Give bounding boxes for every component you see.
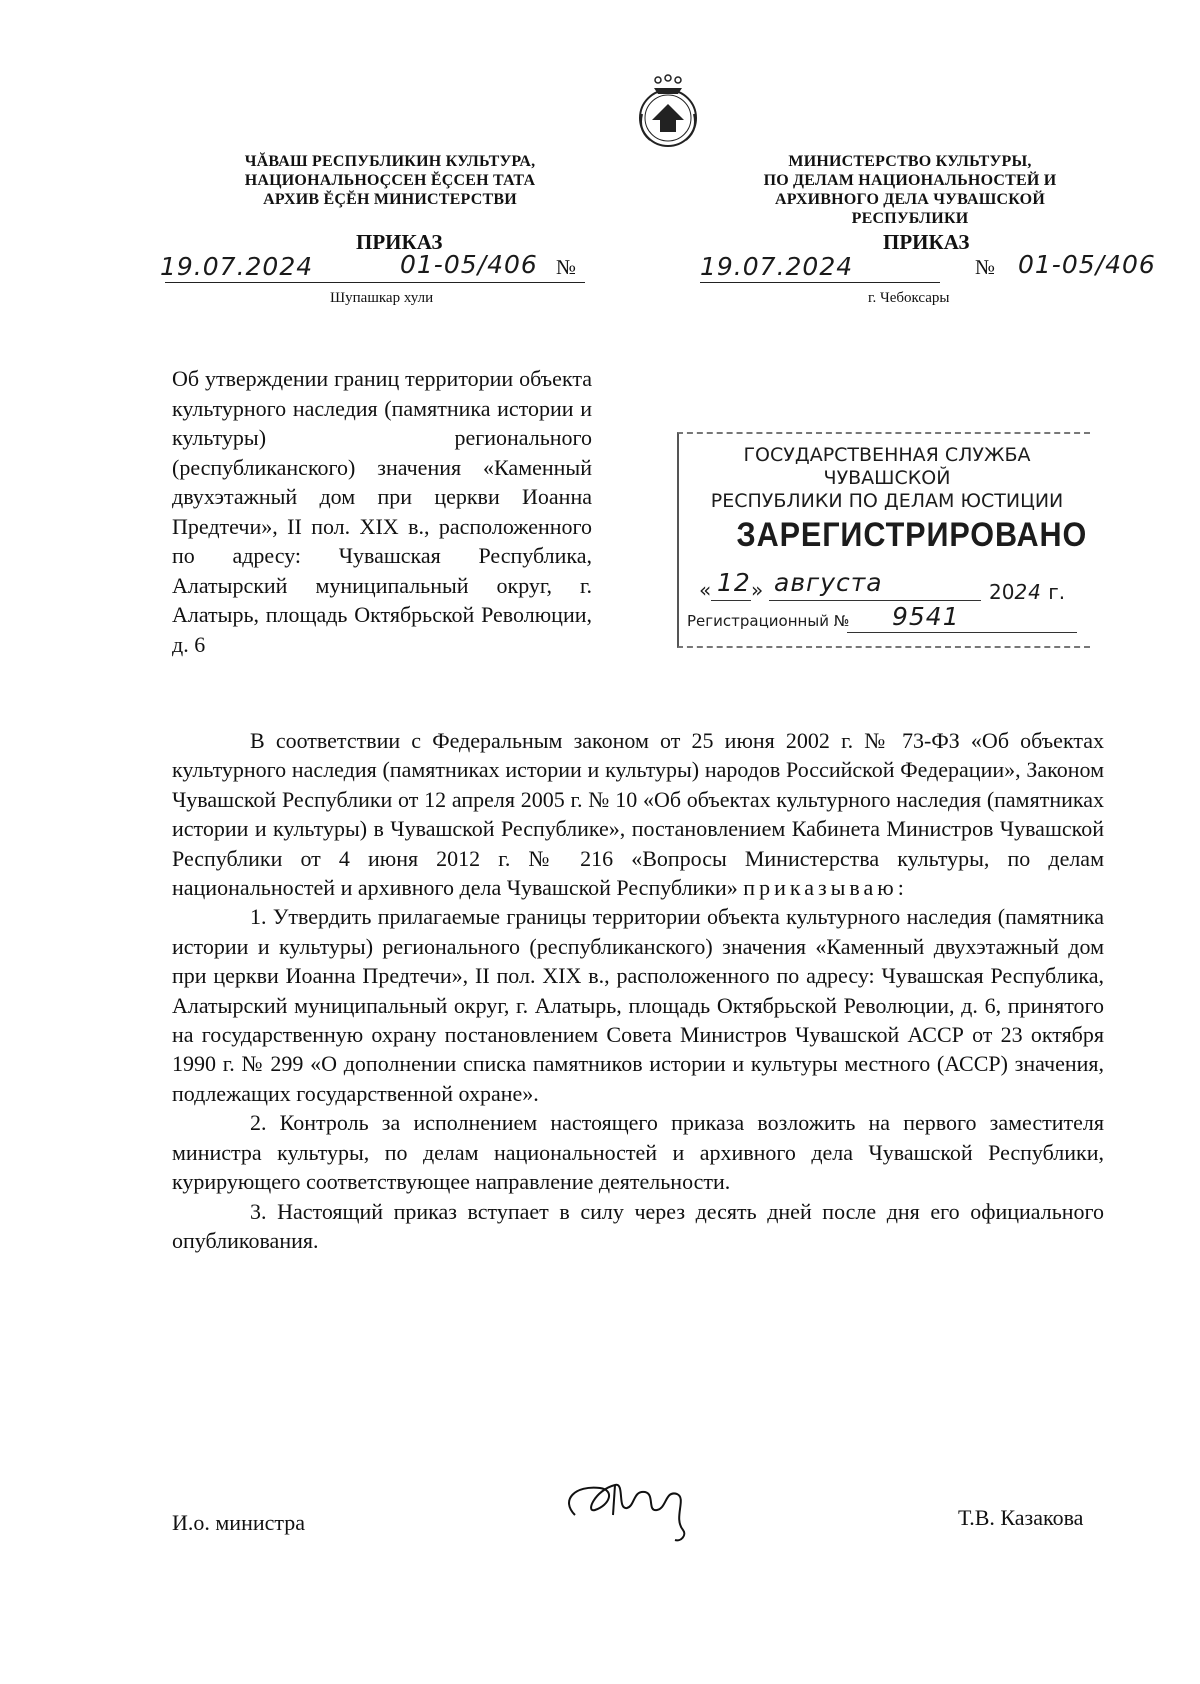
order-place-left: Шупашкар хули — [330, 290, 434, 306]
order-date-left: 19.07.2024 — [160, 252, 314, 281]
stamp-month: августа — [774, 568, 883, 597]
stamp-registered-label: ЗАРЕГИСТРИРОВАНО — [736, 516, 1088, 554]
header-left-line: НАЦИОНАЛЬНОÇСЕН ĔÇСЕН ТАТА — [244, 172, 536, 189]
handwritten-signature — [555, 1460, 705, 1550]
stamp-quote-close: » — [751, 578, 764, 602]
stamp-regno-label: Регистрационный № — [687, 612, 850, 630]
body-item-2: 2. Контроль за исполнением настоящего приказа возложить на первого заместителя министра культуры, по делам национальностей и архивного дела Чувашской Республики, курирующего соответствующее направление деятельности. — [172, 1110, 1104, 1195]
order-title-right: ПРИКАЗ — [883, 230, 970, 254]
header-right-russian — [720, 152, 1100, 228]
document-title: Об утверждении границ территории объекта культурного наследия (памятника истории и культуры) регионального (республиканского) значения «Каменный двухэтажный дом при церкви Иоанна Предтечи», II пол. XIX в., расположенного по адресу: Чувашская Республика, Алатырский муниципальный округ, г. Алатырь, площадь Октябрьской Революции, д. 6 — [172, 366, 592, 657]
signer-name: Т.В. Казакова — [958, 1505, 1084, 1530]
stamp-quote-open: « — [699, 578, 712, 602]
stamp-date-row — [689, 568, 1084, 610]
header-right-line: ПО ДЕЛАМ НАЦИОНАЛЬНОСТЕЙ И — [763, 172, 1057, 189]
stamp-year-suffix: 24 — [1014, 580, 1042, 604]
number-sign-right: № — [975, 255, 996, 279]
registration-stamp — [677, 432, 1090, 648]
stamp-service-line: ГОСУДАРСТВЕННАЯ СЛУЖБА ЧУВАШСКОЙ — [743, 444, 1031, 489]
document-body — [172, 726, 1104, 1255]
body-intro-paragraph — [172, 726, 1104, 902]
coat-of-arms-emblem — [628, 70, 708, 150]
order-number-left: 01-05/406 — [400, 250, 538, 279]
body-item-3: 3. Настоящий приказ вступает в силу через десять дней после дня его официального опубликования. — [172, 1198, 1104, 1253]
body-intro-text: В соответствии с Федеральным законом от 25 июня 2002 г. № 73-ФЗ «Об объектах культурного наследия (памятниках истории и культуры) народов Российской Федерации», Законом Чувашской Республики от 12 апреля 2005 г. № 10 «Об объектах культурного наследия (памятниках истории и культуры) в Чувашской Республике», постановлением Кабинета Министров Чувашской Республики от 4 июня 2012 г. № 216 «Вопросы Министерства культуры, по делам национальностей и архивного дела Чувашской Республики» — [172, 728, 1104, 901]
header-left-chuvash — [230, 152, 550, 209]
stamp-service-name — [687, 444, 1087, 513]
order-number-right: 01-05/406 — [1018, 250, 1156, 279]
stamp-service-line: РЕСПУБЛИКИ ПО ДЕЛАМ ЮСТИЦИИ — [710, 490, 1064, 512]
header-right-line: МИНИСТЕРСТВО КУЛЬТУРЫ, — [788, 153, 1032, 170]
order-date-right: 19.07.2024 — [700, 252, 854, 281]
stamp-year-unit: г. — [1048, 580, 1066, 604]
header-left-line: ЧĂВАШ РЕСПУБЛИКИН КУЛЬТУРА, — [244, 153, 536, 170]
stamp-year — [989, 580, 1065, 604]
order-title-left: ПРИКАЗ — [356, 230, 443, 254]
header-left-line: АРХИВ ĔÇĔН МИНИСТЕРСТВИ — [263, 191, 517, 208]
order-place-right: г. Чебоксары — [868, 290, 950, 306]
body-orders-word: приказываю: — [743, 875, 908, 901]
stamp-month-underline — [769, 600, 981, 601]
order-underline-left — [165, 282, 585, 283]
stamp-year-prefix: 20 — [989, 580, 1015, 604]
header-right-line: АРХИВНОГО ДЕЛА ЧУВАШСКОЙ РЕСПУБЛИКИ — [775, 191, 1045, 227]
stamp-regno-underline — [847, 632, 1077, 633]
stamp-regno-value: 9541 — [892, 602, 960, 631]
number-sign-left: № — [556, 255, 577, 279]
stamp-day-underline — [711, 600, 751, 601]
signer-role: И.о. министра — [172, 1510, 306, 1535]
order-underline-right — [700, 282, 940, 283]
body-item-1: 1. Утвердить прилагаемые границы территории объекта культурного наследия (памятника истории и культуры) регионального (республиканского) значения «Каменный двухэтажный дом при церкви Иоанна Предтечи», II пол. XIX в., расположенного по адресу: Чувашская Республика, Алатырский муниципальный округ, г. Алатырь, площадь Октябрьской Революции, д. 6, принятого на государственную охрану постановлением Совета Министров Чувашской АССР от 23 октября 1990 г. № 299 «О дополнении списка памятников истории и культуры местного (АССР) значения, подлежащих государственной охране». — [172, 904, 1104, 1106]
stamp-day: 12 — [717, 568, 751, 597]
stamp-regno-row — [687, 602, 1082, 631]
